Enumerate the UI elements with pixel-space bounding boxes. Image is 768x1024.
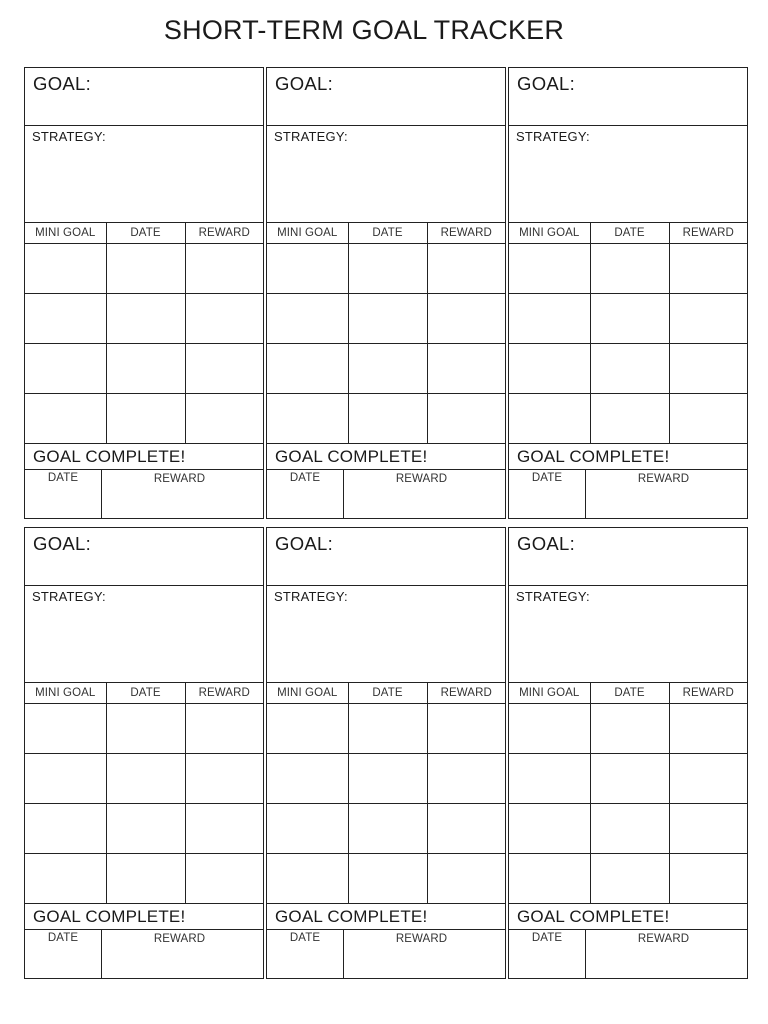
reward-cell[interactable] — [669, 294, 747, 344]
mini-goal-cell[interactable] — [267, 704, 348, 754]
date-cell[interactable] — [590, 704, 669, 754]
reward-column-header: REWARD — [669, 223, 747, 244]
reward-cell[interactable] — [185, 704, 263, 754]
goal-complete-date-cell[interactable] — [267, 470, 344, 518]
mini-goal-cell[interactable] — [25, 754, 106, 804]
mini-goal-row — [25, 804, 263, 854]
reward-cell[interactable] — [427, 704, 505, 754]
mini-goal-row — [509, 804, 747, 854]
mini-goal-row — [267, 854, 505, 904]
goal-complete-label: GOAL COMPLETE! — [275, 907, 428, 926]
goal-field[interactable] — [25, 68, 263, 126]
mini-goal-cell[interactable] — [25, 704, 106, 754]
mini-goal-row — [25, 394, 263, 444]
mini-goal-row — [267, 804, 505, 854]
reward-cell[interactable] — [669, 704, 747, 754]
goal-card-6 — [508, 527, 748, 979]
goal-complete-heading — [267, 904, 505, 930]
mini-goal-header-row — [25, 683, 263, 704]
date-cell[interactable] — [106, 804, 185, 854]
mini-goal-cell[interactable] — [267, 294, 348, 344]
mini-goal-cell[interactable] — [509, 704, 590, 754]
mini-goal-column-header: MINI GOAL — [25, 223, 106, 244]
mini-goal-column-header: MINI GOAL — [267, 683, 348, 704]
strategy-label: STRATEGY: — [274, 129, 348, 144]
goal-complete-reward-label: REWARD — [153, 933, 206, 945]
reward-cell[interactable] — [185, 294, 263, 344]
reward-column-header: REWARD — [185, 683, 263, 704]
reward-cell[interactable] — [185, 854, 263, 904]
reward-cell[interactable] — [185, 344, 263, 394]
date-column-header: DATE — [590, 683, 669, 704]
goal-complete-label: GOAL COMPLETE! — [33, 447, 186, 466]
mini-goal-row — [267, 244, 505, 294]
date-cell[interactable] — [590, 394, 669, 444]
date-column-header: DATE — [106, 683, 185, 704]
goal-complete-reward-label: REWARD — [153, 473, 206, 485]
goal-field[interactable] — [509, 528, 747, 586]
strategy-label: STRATEGY: — [32, 589, 106, 604]
goal-complete-label: GOAL COMPLETE! — [33, 907, 186, 926]
mini-goal-row — [25, 754, 263, 804]
date-cell[interactable] — [106, 754, 185, 804]
goal-complete-row — [509, 930, 747, 978]
mini-goal-cell[interactable] — [267, 754, 348, 804]
reward-cell[interactable] — [185, 804, 263, 854]
mini-goal-row — [267, 754, 505, 804]
goal-label: GOAL: — [33, 533, 92, 554]
mini-goal-header-row — [25, 223, 263, 244]
reward-cell[interactable] — [669, 344, 747, 394]
mini-goal-table — [509, 223, 747, 444]
mini-goal-row — [25, 294, 263, 344]
goal-field[interactable] — [267, 528, 505, 586]
strategy-label: STRATEGY: — [516, 589, 590, 604]
mini-goal-row — [25, 344, 263, 394]
date-cell[interactable] — [106, 244, 185, 294]
goal-complete-row — [509, 470, 747, 518]
mini-goal-header-row — [267, 223, 505, 244]
mini-goal-row — [267, 704, 505, 754]
reward-cell[interactable] — [669, 804, 747, 854]
goal-field[interactable] — [25, 528, 263, 586]
strategy-field[interactable] — [25, 126, 263, 223]
goal-complete-label: GOAL COMPLETE! — [517, 907, 670, 926]
goal-complete-reward-label: REWARD — [395, 933, 448, 945]
reward-cell[interactable] — [427, 294, 505, 344]
goal-complete-date-cell[interactable] — [25, 470, 102, 518]
mini-goal-row — [509, 244, 747, 294]
goal-complete-date-label: DATE — [531, 932, 563, 944]
strategy-label: STRATEGY: — [274, 589, 348, 604]
goal-complete-heading — [25, 444, 263, 470]
date-cell[interactable] — [106, 294, 185, 344]
date-cell[interactable] — [590, 344, 669, 394]
reward-cell[interactable] — [427, 854, 505, 904]
reward-cell[interactable] — [185, 754, 263, 804]
goal-complete-date-label: DATE — [47, 472, 79, 484]
strategy-field[interactable] — [267, 126, 505, 223]
goal-card-grid — [24, 67, 747, 979]
page-title: SHORT-TERM GOAL TRACKER — [163, 15, 565, 45]
mini-goal-table — [267, 223, 505, 444]
mini-goal-row — [509, 394, 747, 444]
reward-cell[interactable] — [185, 394, 263, 444]
goal-label: GOAL: — [275, 533, 334, 554]
goal-complete-heading — [25, 904, 263, 930]
reward-cell[interactable] — [669, 754, 747, 804]
mini-goal-cell[interactable] — [25, 394, 106, 444]
mini-goal-row — [509, 754, 747, 804]
reward-cell[interactable] — [427, 754, 505, 804]
mini-goal-column-header: MINI GOAL — [25, 683, 106, 704]
mini-goal-cell[interactable] — [25, 804, 106, 854]
date-cell[interactable] — [106, 854, 185, 904]
goal-card-1 — [24, 67, 264, 519]
date-cell[interactable] — [590, 244, 669, 294]
date-cell[interactable] — [348, 294, 427, 344]
mini-goal-cell[interactable] — [509, 294, 590, 344]
mini-goal-row — [509, 854, 747, 904]
date-column-header: DATE — [106, 223, 185, 244]
mini-goal-row — [267, 344, 505, 394]
reward-cell[interactable] — [185, 244, 263, 294]
goal-complete-date-label: DATE — [289, 932, 321, 944]
mini-goal-table — [509, 683, 747, 904]
reward-column-header: REWARD — [669, 683, 747, 704]
goal-card-2 — [266, 67, 506, 519]
mini-goal-row — [509, 704, 747, 754]
mini-goal-header-row — [509, 683, 747, 704]
goal-complete-row — [267, 470, 505, 518]
strategy-field[interactable] — [25, 586, 263, 683]
mini-goal-cell[interactable] — [267, 804, 348, 854]
mini-goal-column-header: MINI GOAL — [509, 683, 590, 704]
date-cell[interactable] — [106, 344, 185, 394]
date-cell[interactable] — [348, 804, 427, 854]
reward-cell[interactable] — [427, 394, 505, 444]
goal-complete-reward-cell[interactable] — [344, 470, 505, 518]
date-cell[interactable] — [348, 244, 427, 294]
mini-goal-cell[interactable] — [267, 344, 348, 394]
goal-complete-reward-cell[interactable] — [586, 930, 747, 978]
goal-complete-reward-cell[interactable] — [586, 470, 747, 518]
reward-cell[interactable] — [427, 244, 505, 294]
mini-goal-column-header: MINI GOAL — [509, 223, 590, 244]
date-cell[interactable] — [348, 854, 427, 904]
goal-complete-row — [267, 930, 505, 978]
goal-complete-heading — [509, 444, 747, 470]
mini-goal-cell[interactable] — [25, 344, 106, 394]
strategy-label: STRATEGY: — [32, 129, 106, 144]
mini-goal-cell[interactable] — [25, 854, 106, 904]
mini-goal-table — [267, 683, 505, 904]
mini-goal-row — [267, 394, 505, 444]
reward-column-header: REWARD — [427, 683, 505, 704]
mini-goal-table — [25, 683, 263, 904]
date-cell[interactable] — [106, 394, 185, 444]
mini-goal-cell[interactable] — [25, 294, 106, 344]
date-column-header: DATE — [348, 223, 427, 244]
mini-goal-row — [25, 244, 263, 294]
date-cell[interactable] — [106, 704, 185, 754]
goal-complete-heading — [267, 444, 505, 470]
goal-complete-row — [25, 470, 263, 518]
reward-column-header: REWARD — [427, 223, 505, 244]
goal-complete-reward-cell[interactable] — [102, 470, 263, 518]
goal-complete-reward-label: REWARD — [637, 933, 690, 945]
mini-goal-row — [267, 294, 505, 344]
reward-cell[interactable] — [669, 394, 747, 444]
reward-cell[interactable] — [427, 344, 505, 394]
mini-goal-row — [25, 704, 263, 754]
reward-cell[interactable] — [669, 854, 747, 904]
goal-complete-date-label: DATE — [289, 472, 321, 484]
date-column-header: DATE — [348, 683, 427, 704]
mini-goal-cell[interactable] — [509, 244, 590, 294]
goal-complete-label: GOAL COMPLETE! — [275, 447, 428, 466]
mini-goal-cell[interactable] — [509, 754, 590, 804]
goal-label: GOAL: — [33, 73, 92, 94]
goal-complete-row — [25, 930, 263, 978]
date-cell[interactable] — [348, 704, 427, 754]
date-cell[interactable] — [590, 804, 669, 854]
mini-goal-row — [509, 344, 747, 394]
strategy-field[interactable] — [267, 586, 505, 683]
mini-goal-header-row — [267, 683, 505, 704]
mini-goal-cell[interactable] — [267, 394, 348, 444]
date-cell[interactable] — [590, 294, 669, 344]
mini-goal-column-header: MINI GOAL — [267, 223, 348, 244]
date-cell[interactable] — [348, 394, 427, 444]
goal-complete-date-label: DATE — [531, 472, 563, 484]
goal-field[interactable] — [509, 68, 747, 126]
goal-complete-reward-label: REWARD — [637, 473, 690, 485]
mini-goal-cell[interactable] — [25, 244, 106, 294]
mini-goal-cell[interactable] — [267, 854, 348, 904]
strategy-label: STRATEGY: — [516, 129, 590, 144]
date-cell[interactable] — [590, 854, 669, 904]
reward-cell[interactable] — [427, 804, 505, 854]
reward-cell[interactable] — [669, 244, 747, 294]
mini-goal-cell[interactable] — [509, 344, 590, 394]
mini-goal-cell[interactable] — [509, 854, 590, 904]
goal-complete-date-cell[interactable] — [25, 930, 102, 978]
goal-complete-date-label: DATE — [47, 932, 79, 944]
goal-card-4 — [24, 527, 264, 979]
goal-label: GOAL: — [517, 73, 576, 94]
strategy-field[interactable] — [509, 586, 747, 683]
date-cell[interactable] — [348, 344, 427, 394]
goal-complete-date-cell[interactable] — [509, 470, 586, 518]
goal-complete-heading — [509, 904, 747, 930]
goal-card-3 — [508, 67, 748, 519]
reward-column-header: REWARD — [185, 223, 263, 244]
goal-complete-reward-cell[interactable] — [102, 930, 263, 978]
goal-card-5 — [266, 527, 506, 979]
strategy-field[interactable] — [509, 126, 747, 223]
date-column-header: DATE — [590, 223, 669, 244]
goal-complete-date-cell[interactable] — [509, 930, 586, 978]
mini-goal-table — [25, 223, 263, 444]
mini-goal-row — [25, 854, 263, 904]
goal-complete-reward-label: REWARD — [395, 473, 448, 485]
goal-complete-reward-cell[interactable] — [344, 930, 505, 978]
goal-label: GOAL: — [517, 533, 576, 554]
date-cell[interactable] — [590, 754, 669, 804]
goal-label: GOAL: — [275, 73, 334, 94]
mini-goal-cell[interactable] — [509, 804, 590, 854]
goal-complete-label: GOAL COMPLETE! — [517, 447, 670, 466]
mini-goal-header-row — [509, 223, 747, 244]
date-cell[interactable] — [348, 754, 427, 804]
goal-field[interactable] — [267, 68, 505, 126]
mini-goal-cell[interactable] — [267, 244, 348, 294]
goal-complete-date-cell[interactable] — [267, 930, 344, 978]
mini-goal-row — [509, 294, 747, 344]
mini-goal-cell[interactable] — [509, 394, 590, 444]
